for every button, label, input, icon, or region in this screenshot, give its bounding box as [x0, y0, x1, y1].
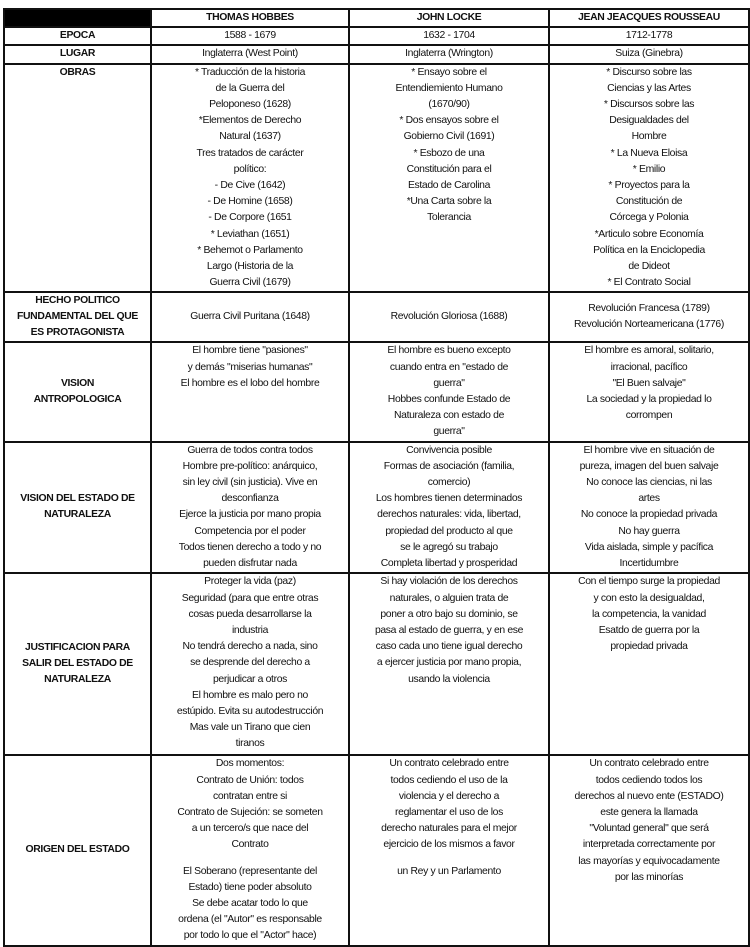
cell-epoca-locke: [349, 27, 549, 45]
row-label-line: VISION: [60, 378, 95, 390]
cell-text-line: - De Cive (1642): [214, 180, 286, 192]
cell-text-line: Guerra Civil (1679): [209, 277, 291, 289]
cell-text-line: corrompen: [625, 410, 673, 422]
cell-text-line: a un tercero/s que nace del: [191, 823, 309, 835]
cell-text-line: Revolución Francesa (1789): [588, 303, 710, 315]
cell-text-line: Vida aislada, simple y pacífica: [584, 541, 714, 553]
cell-text-line: y demás "miserias humanas": [187, 361, 313, 373]
cell-text-line: Mas vale un Tirano que cien: [189, 722, 311, 734]
row-label-line: ORIGEN DEL ESTADO: [25, 844, 130, 856]
cell-text-line: Completa libertad y prosperidad: [380, 558, 518, 570]
cell-text-line: *Una Carta sobre la: [406, 196, 492, 208]
cell-lugar-locke: [349, 45, 549, 63]
row-label-line: EPOCA: [59, 30, 96, 42]
cell-text-line: Natural (1637): [219, 131, 281, 143]
cell-text-line: * Ensayo sobre el: [411, 66, 487, 78]
cell-text-line: todos cediendo todos los: [595, 774, 703, 786]
row-label-line: NATURALEZA: [44, 674, 111, 686]
cell-justificacion-salir-estado-locke: [349, 573, 549, 755]
cell-text-line: El Soberano (representante del: [183, 865, 317, 877]
cell-text-line: Política en la Enciclopedia: [593, 244, 705, 256]
cell-text-line: Esatdo de guerra por la: [598, 624, 700, 636]
row-label-line: JUSTIFICACION PARA: [25, 642, 130, 654]
cell-text-line: Formas de asociación (familia,: [383, 460, 515, 472]
cell-hecho-politico-rousseau: [549, 292, 749, 342]
cell-text-line: Se debe acatar todo lo que: [192, 897, 308, 909]
cell-text-line: Hobbes confunde Estado de: [387, 394, 511, 406]
cell-text-line: Los hombres tienen determinados: [375, 493, 523, 505]
cell-text-line: ejercicio de los mismos a favor: [383, 839, 515, 851]
cell-text-line: El hombre tiene "pasiones": [192, 345, 308, 357]
row-obras: [4, 64, 749, 293]
cell-text-line: artes: [638, 493, 660, 505]
cell-text-line: de la Guerra del: [215, 82, 285, 94]
cell-text-line: Largo (Historia de la: [206, 261, 294, 273]
cell-text-line: poner a otro bajo su dominio, se: [380, 608, 518, 620]
cell-lugar-rousseau: [549, 45, 749, 63]
row-label-line: ANTROPOLOGICA: [33, 394, 122, 406]
philosophers-comparison-table: [3, 8, 750, 947]
cell-justificacion-salir-estado-hobbes: [151, 573, 349, 755]
cell-text-line: Convivencia posible: [406, 444, 492, 456]
cell-text-line: reglamentar el uso de los: [395, 806, 503, 818]
cell-text-line: Con el tiempo surge la propiedad: [578, 576, 720, 588]
cell-text-line: * El Contrato Social: [607, 277, 691, 289]
cell-vision-antropologica-hobbes: [151, 342, 349, 441]
cell-text-line: Ejerce la justicia por mano propia: [179, 509, 321, 521]
header-corner-cell: [4, 9, 151, 27]
cell-text-line: Contrato: [231, 839, 269, 851]
cell-text-line: Si hay violación de los derechos: [380, 576, 518, 588]
column-header-rousseau: JEAN JEACQUES ROUSSEAU: [549, 9, 749, 27]
cell-text-line: perjudicar a otros: [213, 673, 287, 685]
cell-text-line: guerra": [433, 426, 465, 438]
cell-text-line: El hombre es malo pero no: [191, 689, 308, 701]
cell-text-line: *Articulo sobre Economía: [594, 228, 704, 240]
cell-text-line: * Discurso sobre las: [606, 66, 692, 78]
row-label-line: OBRAS: [59, 66, 96, 78]
cell-text-line: desconfianza: [221, 493, 279, 505]
cell-text-line: violencia y el derecho a: [398, 790, 500, 802]
cell-obras-rousseau: [549, 64, 749, 293]
cell-text-line: No tendrá derecho a nada, sino: [182, 641, 318, 653]
cell-text-line: *Elementos de Derecho: [198, 115, 302, 127]
cell-text-line: guerra": [433, 377, 465, 389]
cell-text-line: * Proyectos para la: [608, 180, 690, 192]
row-label-vision-antropologica: [4, 342, 151, 441]
cell-text-line: Desigualdades del: [609, 115, 689, 127]
cell-vision-antropologica-rousseau: [549, 342, 749, 441]
row-label-line: LUGAR: [59, 48, 96, 60]
cell-text-line: irracional, pacífico: [610, 361, 688, 373]
cell-text-line: 1712-1778: [625, 30, 673, 42]
cell-text-line: * Traducción de la historia: [194, 66, 306, 78]
cell-text-line: y con esto la desigualdad,: [593, 592, 705, 604]
cell-text-line: pasa al estado de guerra, y en ese: [374, 624, 524, 636]
cell-text-line: * Behemot o Parlamento: [197, 244, 303, 256]
cell-text-line: * Dos ensayos sobre el: [399, 115, 499, 127]
cell-justificacion-salir-estado-rousseau: [549, 573, 749, 755]
cell-text-line: cosas pueda desarrollarse la: [188, 608, 312, 620]
cell-text-line: Un contrato celebrado entre: [389, 758, 509, 770]
cell-text-line: pueden disfrutar nada: [203, 558, 297, 570]
cell-text-line: propiedad del producto al que: [385, 525, 513, 537]
cell-text-line: de Dideot: [628, 261, 670, 273]
cell-text-line: propiedad privada: [610, 641, 688, 653]
table-body: [4, 9, 749, 946]
cell-text-line: Córcega y Polonia: [609, 212, 689, 224]
cell-hecho-politico-locke: [349, 292, 549, 342]
cell-text-line: Naturaleza con estado de: [393, 410, 505, 422]
row-label-vision-estado-naturaleza: [4, 442, 151, 574]
cell-text-line: Contrato de Unión: todos: [196, 774, 304, 786]
cell-text-line: industria: [231, 624, 269, 636]
cell-text-line: Tres tratados de carácter: [196, 147, 304, 159]
cell-text-line: Peloponeso (1628): [209, 99, 291, 111]
cell-obras-locke: [349, 64, 549, 293]
cell-text-line: por las minorías: [614, 871, 684, 883]
cell-text-line: Hombre pre-político: anárquico,: [182, 460, 318, 472]
row-hecho-politico: [4, 292, 749, 342]
cell-vision-estado-naturaleza-locke: [349, 442, 549, 574]
cell-text-line: Seguridad (para que entre otras: [181, 592, 319, 604]
cell-text-line: caso cada uno tiene igual derecho: [375, 641, 523, 653]
cell-text-line: las mayorías y equivocadamente: [578, 855, 720, 867]
row-label-line: HECHO POLITICO: [35, 295, 120, 307]
cell-text-line: El hombre vive en situación de: [583, 444, 715, 456]
cell-text-line: Revolución Gloriosa (1688): [390, 311, 508, 323]
cell-text-line: * Discursos sobre las: [603, 99, 695, 111]
cell-text-line: derechos naturales: vida, libertad,: [377, 509, 521, 521]
cell-text-line: Gobierno Civil (1691): [403, 131, 495, 143]
cell-text-line: derecho naturales para el mejor: [381, 823, 517, 835]
row-justificacion-salir-estado: [4, 573, 749, 755]
row-vision-estado-naturaleza: [4, 442, 749, 574]
column-header-locke: JOHN LOCKE: [349, 9, 549, 27]
cell-text-line: Proteger la vida (paz): [204, 576, 296, 588]
cell-text-line: "El Buen salvaje": [612, 377, 686, 389]
row-label-hecho-politico: [4, 292, 151, 342]
cell-text-line: * La Nueva Eloisa: [610, 147, 688, 159]
cell-text-line: Entendiemiento Humano: [395, 82, 503, 94]
cell-text-line: todos cediendo el uso de la: [390, 774, 508, 786]
header-row: [4, 9, 749, 27]
row-label-lugar: [4, 45, 151, 63]
cell-text-line: Estado de Carolina: [407, 180, 491, 192]
row-epoca: [4, 27, 749, 45]
cell-text-line: La sociedad y la propiedad lo: [586, 394, 712, 406]
cell-text-line: (1670/90): [428, 99, 470, 111]
cell-text-line: a ejercer justicia por mano propia,: [376, 657, 522, 669]
row-label-line: NATURALEZA: [44, 509, 111, 521]
cell-text-line: Constitución de: [615, 196, 683, 208]
row-label-obras: [4, 64, 151, 293]
column-header-hobbes: THOMAS HOBBES: [151, 9, 349, 27]
cell-text-line: Estado) tiene poder absoluto: [188, 881, 312, 893]
cell-text-line: Revolución Norteamericana (1776): [574, 319, 724, 331]
cell-text-line: Guerra de todos contra todos: [187, 444, 313, 456]
cell-text-line: Incertidumbre: [619, 558, 679, 570]
cell-origen-del-estado-locke: [349, 755, 549, 945]
cell-text-line: Dos momentos:: [215, 758, 285, 770]
cell-text-line: Inglaterra (West Point): [202, 48, 298, 60]
row-label-line: SALIR DEL ESTADO DE: [22, 658, 133, 670]
cell-text-line: 1588 - 1679: [224, 30, 276, 42]
cell-text-line: "Voluntad general" que será: [589, 823, 709, 835]
cell-text-line: derechos al nuevo ente (ESTADO): [574, 790, 724, 802]
cell-text-line: El hombre es bueno excepto: [387, 345, 511, 357]
cell-origen-del-estado-rousseau: [549, 755, 749, 945]
cell-vision-estado-naturaleza-hobbes: [151, 442, 349, 574]
cell-obras-hobbes: [151, 64, 349, 293]
cell-text-line: * Emilio: [632, 163, 666, 175]
cell-text-line: cuando entra en "estado de: [389, 361, 509, 373]
cell-text-line: No conoce la propiedad privada: [580, 509, 718, 521]
cell-text-line: Ciencias y las Artes: [607, 82, 691, 94]
cell-text-line: No conoce las ciencias, ni las: [586, 477, 712, 489]
row-vision-antropologica: [4, 342, 749, 441]
cell-text-line: interpretada correctamente por: [582, 839, 716, 851]
cell-text-line: Tolerancia: [427, 212, 471, 224]
row-label-line: FUNDAMENTAL DEL QUE: [17, 311, 138, 323]
cell-lugar-hobbes: [151, 45, 349, 63]
cell-text-line: ordena (el "Autor" es responsable: [178, 914, 322, 926]
cell-text-line: Suiza (Ginebra): [615, 48, 683, 60]
cell-text-line: Un contrato celebrado entre: [589, 758, 709, 770]
row-lugar: [4, 45, 749, 63]
cell-origen-del-estado-hobbes: [151, 755, 349, 945]
cell-text-line: El hombre es amoral, solitario,: [584, 345, 714, 357]
cell-text-line: Inglaterra (Wrington): [405, 48, 493, 60]
cell-text-line: pureza, imagen del buen salvaje: [579, 460, 719, 472]
cell-text-line: la competencia, la vanidad: [592, 608, 706, 620]
cell-text-line: comercio): [427, 477, 471, 489]
cell-text-line: Guerra Civil Puritana (1648): [190, 311, 310, 323]
cell-text-line: usando la violencia: [408, 673, 490, 685]
cell-text-line: Hombre: [631, 131, 667, 143]
cell-text-line: No hay guerra: [618, 525, 680, 537]
cell-epoca-hobbes: [151, 27, 349, 45]
row-label-epoca: [4, 27, 151, 45]
cell-text-line: se le agregó su trabajo: [400, 541, 498, 553]
cell-vision-antropologica-locke: [349, 342, 549, 441]
cell-text-line: naturales, o alguien trata de: [389, 592, 509, 604]
cell-text-line: El hombre es el lobo del hombre: [180, 377, 320, 389]
cell-epoca-rousseau: [549, 27, 749, 45]
cell-text-line: * Leviathan (1651): [210, 228, 290, 240]
cell-text-line: Competencia por el poder: [194, 525, 306, 537]
cell-text-line: Contrato de Sujeción: se someten: [177, 806, 323, 818]
cell-text-line: tiranos: [235, 738, 265, 750]
cell-text-line: un Rey y un Parlamento: [397, 865, 501, 877]
cell-text-line: político:: [233, 163, 267, 175]
cell-text-line: * Esbozo de una: [413, 147, 485, 159]
cell-text-line: contratan entre si: [213, 790, 287, 802]
cell-text-line: se desprende del derecho a: [190, 657, 310, 669]
cell-text-line: - De Homine (1658): [207, 196, 293, 208]
cell-text-line: este genera la llamada: [600, 806, 698, 818]
row-label-origen-del-estado: [4, 755, 151, 945]
cell-hecho-politico-hobbes: [151, 292, 349, 342]
cell-text-line: estúpido. Evita su autodestrucción: [176, 705, 324, 717]
cell-text-line: [352, 854, 546, 864]
cell-text-line: [154, 854, 346, 864]
cell-text-line: sin ley civil (sin justicia). Vive en: [182, 477, 318, 489]
row-label-justificacion-salir-estado: [4, 573, 151, 755]
row-label-line: ES PROTAGONISTA: [30, 327, 125, 339]
cell-text-line: por todo lo que el "Actor" hace): [183, 930, 317, 942]
cell-vision-estado-naturaleza-rousseau: [549, 442, 749, 574]
cell-text-line: - De Corpore (1651: [208, 212, 292, 224]
cell-text-line: Constitución para el: [406, 163, 492, 175]
row-origen-del-estado: [4, 755, 749, 945]
cell-text-line: 1632 - 1704: [423, 30, 475, 42]
cell-text-line: Todos tienen derecho a todo y no: [178, 541, 322, 553]
row-label-line: VISION DEL ESTADO DE: [20, 493, 135, 505]
